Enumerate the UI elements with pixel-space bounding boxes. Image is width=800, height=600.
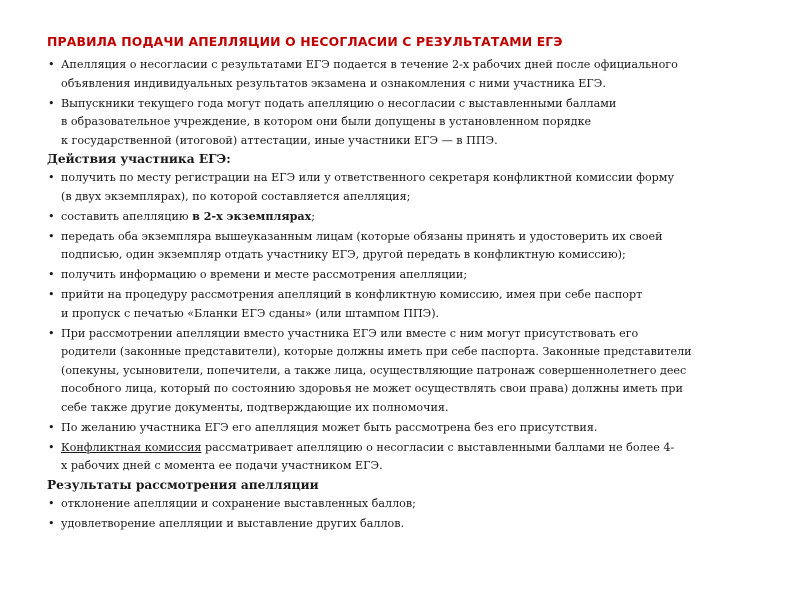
- list-item: [47, 266, 753, 285]
- bullet-icon: •: [48, 420, 55, 434]
- section-heading-results: Результаты рассмотрения апелляции: [47, 477, 319, 492]
- list-item: [47, 228, 753, 265]
- list-item-text: пособного лица, который по состоянию здоровья не может осуществлять свои права) должны иметь при: [61, 382, 683, 395]
- text-run: рассматривает апелляцию о несогласии с выставленными баллами не более 4-: [201, 440, 675, 454]
- list-item-text: х рабочих дней с момента ее подачи участником ЕГЭ.: [61, 459, 383, 472]
- list-item-text: подписью, один экземпляр отдать участнику ЕГЭ, другой передать в конфликтную комиссию);: [61, 248, 626, 261]
- slide-content: [47, 34, 753, 535]
- list-item-text: получить информацию о времени и месте рассмотрения апелляции;: [61, 268, 468, 281]
- bullet-icon: •: [48, 229, 55, 243]
- list-item-text: удовлетворение апелляции и выставление других баллов.: [61, 516, 405, 530]
- section-heading-actions: Действия участника ЕГЭ:: [47, 152, 231, 166]
- list-item: [47, 95, 753, 151]
- list-item: [47, 325, 753, 418]
- bullet-icon: •: [48, 288, 55, 301]
- list-item-text: в образовательное учреждение, в котором они были допущены в установленном порядке: [61, 115, 592, 128]
- list-item-text: получить по месту регистрации на ЕГЭ или у ответственного секретаря конфликтной комиссии форму: [61, 171, 675, 184]
- bullet-icon: •: [48, 268, 55, 281]
- text-run: составить апелляцию: [61, 209, 193, 223]
- list-item-text: По желанию участника ЕГЭ его апелляция может быть рассмотрена без его присутствия.: [61, 420, 598, 434]
- list-item: [47, 439, 753, 476]
- bullet-icon: •: [48, 209, 55, 223]
- list-item-text: (в двух экземплярах), по которой составляется апелляция;: [61, 189, 411, 203]
- list-item-text: [61, 208, 753, 227]
- list-item-text: [61, 439, 753, 458]
- list-item: [47, 286, 753, 323]
- list-item-text: к государственной (итоговой) аттестации, иные участники ЕГЭ — в ППЭ.: [61, 133, 498, 147]
- list-item-text: объявления индивидуальных результатов экзамена и ознакомления с ними участника ЕГЭ.: [61, 76, 606, 90]
- list-item-text: себе также другие документы, подтверждающие их полномочия.: [61, 400, 449, 414]
- list-item-text: прийти на процедуру рассмотрения апелляций в конфликтную комиссию, имея при себе паспорт: [61, 288, 643, 301]
- list-item: [47, 495, 753, 514]
- list-item-text: При рассмотрении апелляции вместо участника ЕГЭ или вместе с ним могут присутствовать его: [61, 326, 639, 340]
- bullet-icon: •: [48, 171, 55, 184]
- list-item: [47, 169, 753, 206]
- list-item-text: Выпускники текущего года могут подать апелляцию о несогласии с выставленными баллами: [61, 96, 617, 110]
- list-item-text: и пропуск с печатью «Бланки ЕГЭ сданы» (или штампом ППЭ).: [61, 306, 440, 320]
- bullet-icon: •: [48, 326, 55, 340]
- bullet-icon: •: [48, 496, 55, 510]
- bullet-icon: •: [48, 440, 55, 454]
- list-item-text: передать оба экземпляра вышеуказанным лицам (которые обязаны принять и удостоверить их своей: [61, 229, 663, 243]
- list-item-text: Апелляция о несогласии с результатами ЕГЭ подается в течение 2-х рабочих дней после официального: [61, 58, 678, 71]
- bullet-icon: •: [48, 58, 55, 71]
- list-item-text: (опекуны, усыновители, попечители, а также лица, осуществляющие патронаж совершеннолетнего деес: [61, 363, 687, 377]
- text-run: ;: [311, 209, 316, 223]
- bold-text: в 2-х экземплярах: [192, 209, 312, 223]
- conflict-commission-link[interactable]: Конфликтная комиссия: [61, 440, 202, 454]
- list-item: [47, 419, 753, 438]
- bullet-icon: •: [48, 96, 55, 110]
- list-item-text: отклонение апелляции и сохранение выставленных баллов;: [61, 496, 416, 510]
- page-title: ПРАВИЛА ПОДАЧИ АПЕЛЛЯЦИИ О НЕСОГЛАСИИ С РЕЗУЛЬТАТАМИ ЕГЭ: [47, 34, 563, 49]
- list-item-text: родители (законные представители), которые должны иметь при себе паспорта. Законные представители: [61, 345, 692, 358]
- list-item: [47, 208, 753, 227]
- list-item: [47, 56, 753, 93]
- bullet-icon: •: [48, 516, 55, 530]
- list-item: [47, 515, 753, 534]
